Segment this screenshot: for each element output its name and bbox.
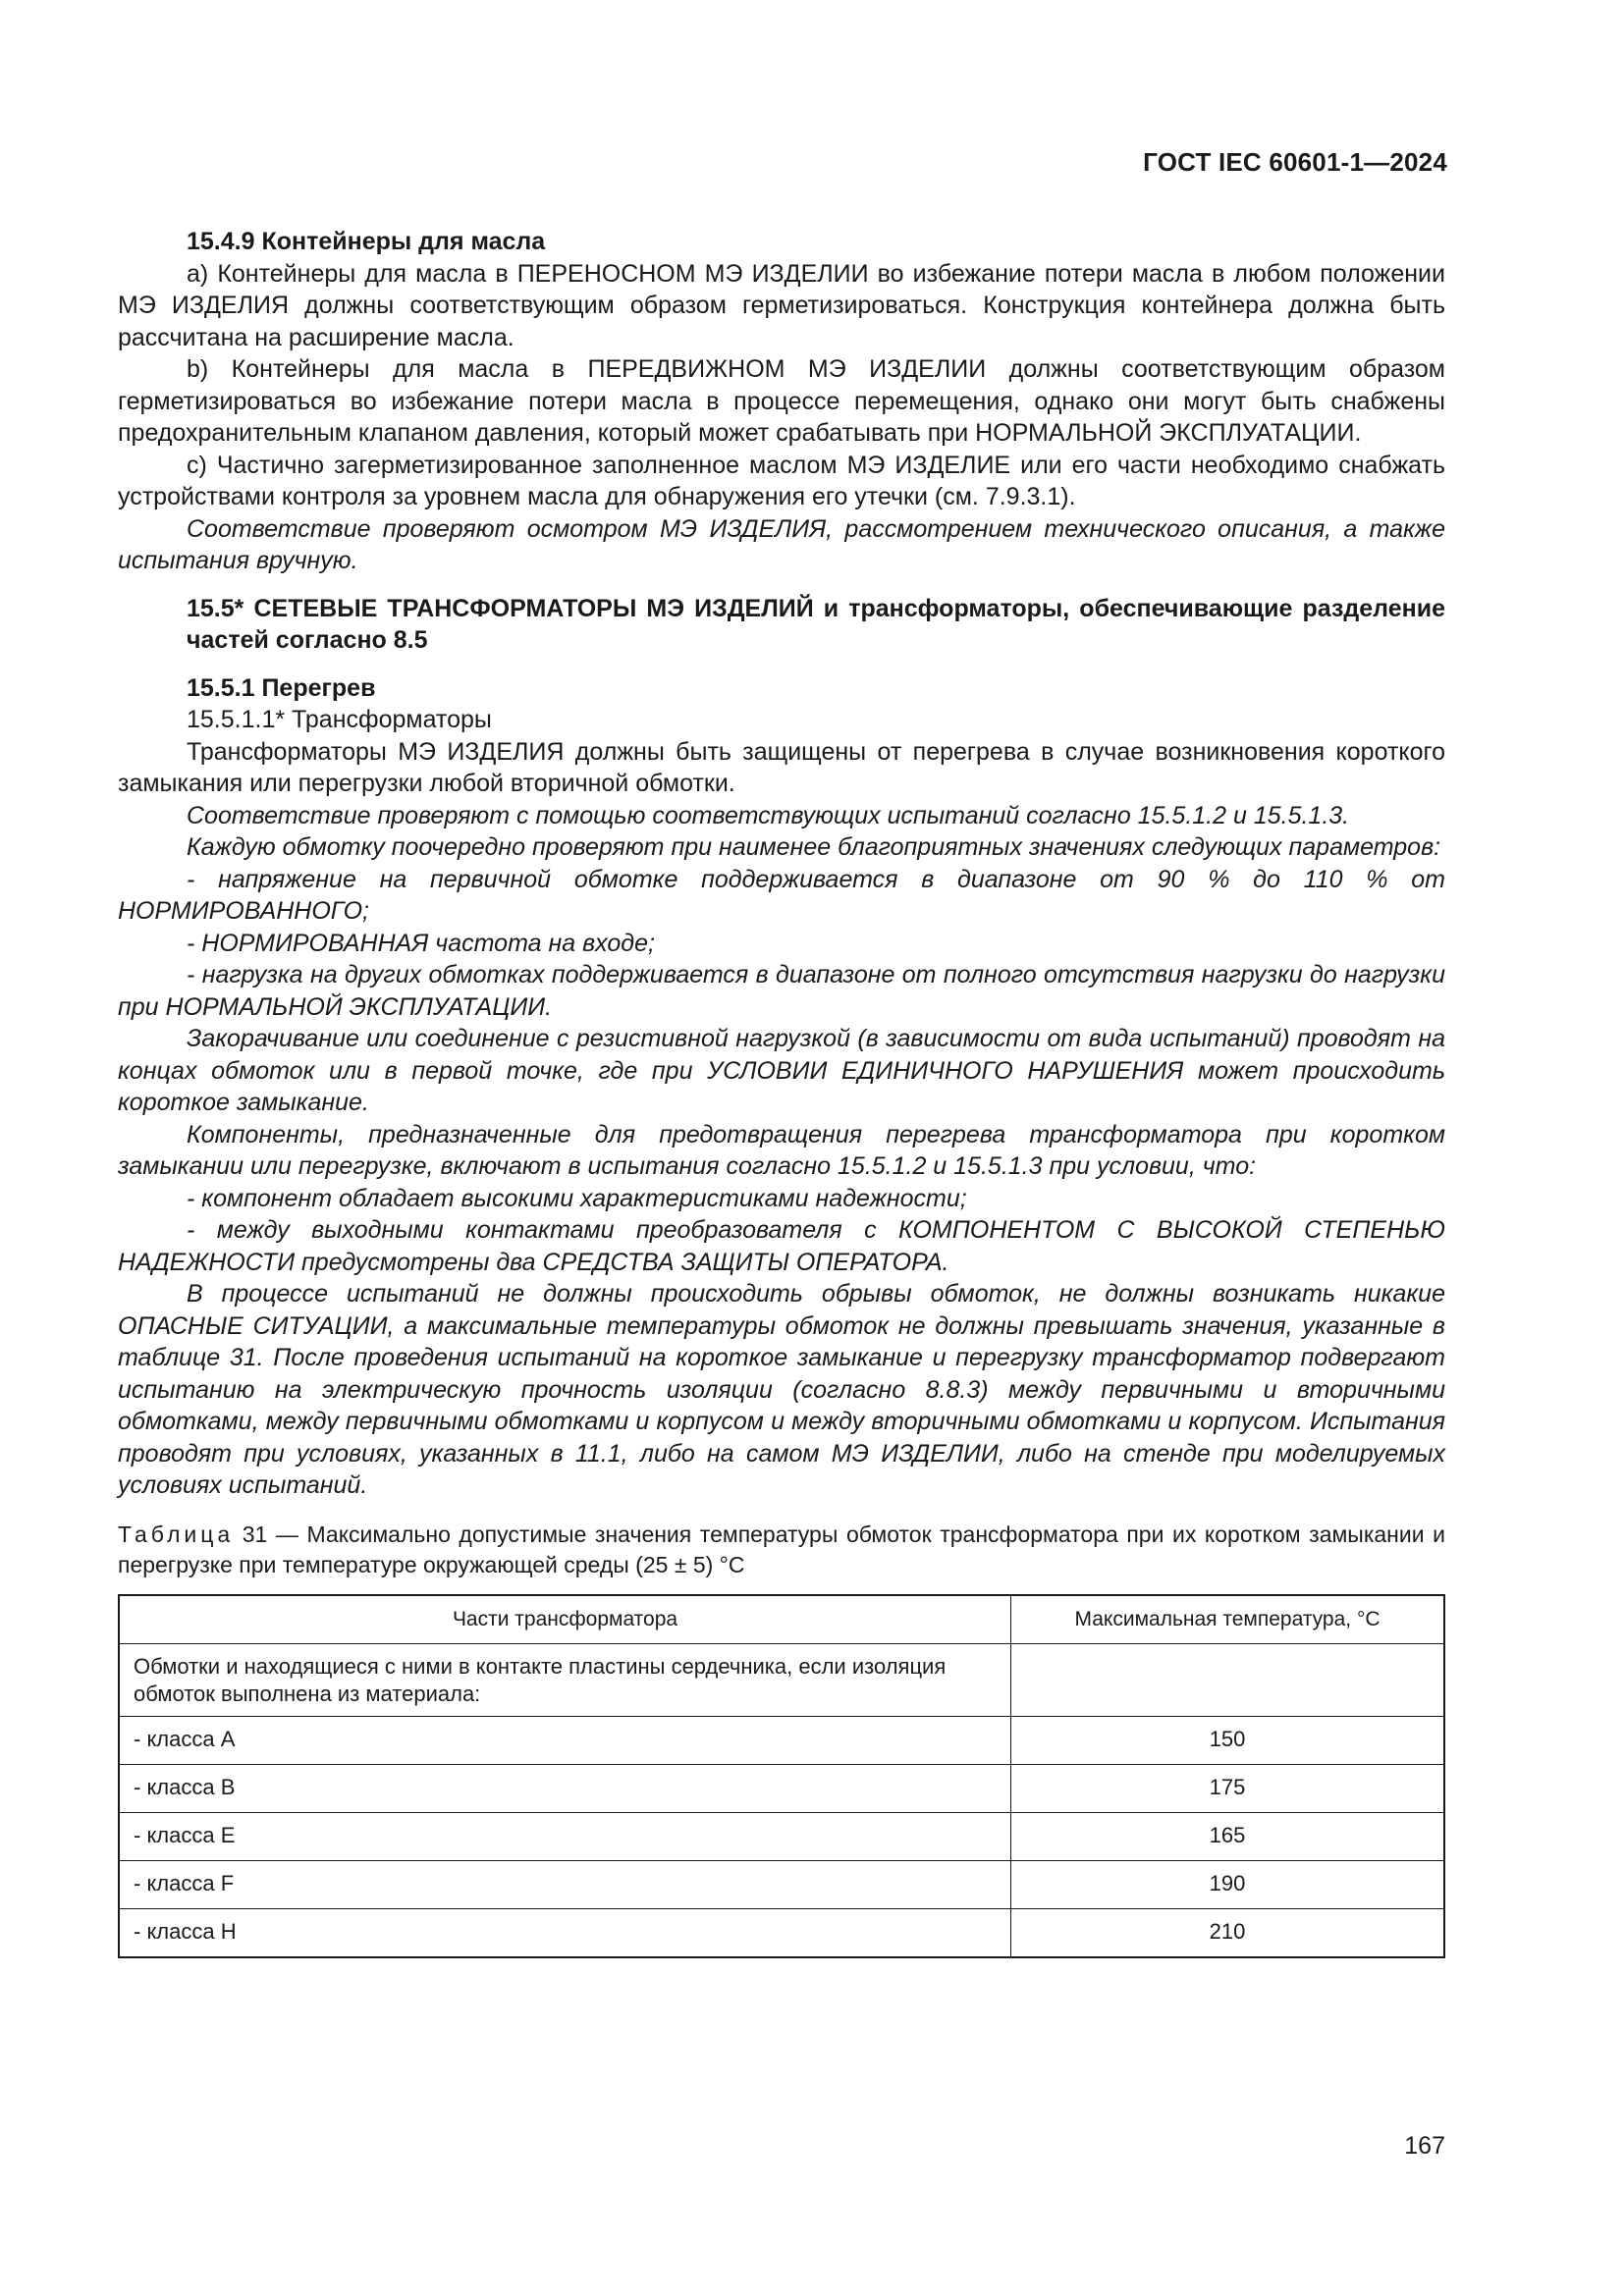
paragraph: Трансформаторы МЭ ИЗДЕЛИЯ должны быть защищены от перегрева в случае возникновения короткого замыкания или перегрузки любой вторичной обмотки.: [118, 737, 1445, 797]
page-number: 167: [1404, 2132, 1445, 2160]
table-caption-text: 31 — Максимально допустимые значения температуры обмоток трансформатора при их коротком замыкании и перегрузке при температуре окружающей среды (25 ± 5) °C: [118, 1521, 1445, 1577]
section-heading: 15.5* СЕТЕВЫЕ ТРАНСФОРМАТОРЫ МЭ ИЗДЕЛИЙ и трансформаторы, обеспечивающие разделение частей согласно 8.5: [187, 594, 1445, 654]
table-cell-temperature: 150: [1011, 1716, 1444, 1764]
paragraph: 15.5.1.1* Трансформаторы: [187, 706, 492, 733]
table-cell-class: - класса Н: [119, 1908, 1011, 1957]
table-cell-class: - класса В: [119, 1764, 1011, 1812]
table-row: [119, 1716, 1444, 1764]
table-header-row: [119, 1595, 1444, 1644]
table-group-row: [119, 1643, 1444, 1716]
document-header: ГОСТ IEC 60601-1—2024: [1143, 147, 1447, 177]
body-text: [118, 226, 1445, 1502]
paragraph: b) Контейнеры для масла в ПЕРЕДВИЖНОМ МЭ ИЗДЕЛИИ должны соответствующим образом герметизироваться во избежание потери масла в процессе перемещения, однако они могут быть снабжены предохранительным клапаном давления, который может срабатывать при НОРМАЛЬНОЙ ЭКСПЛУАТАЦИИ.: [118, 355, 1445, 447]
table-cell-temperature: 165: [1011, 1812, 1444, 1860]
paragraph: Компоненты, предназначенные для предотвращения перегрева трансформатора при коротком замыкании или перегрузке, включают в испытания согласно 15.5.1.2 и 15.5.1.3 при условии, что:: [118, 1120, 1445, 1180]
document-body: [118, 226, 1445, 1958]
table-row: [119, 1908, 1444, 1957]
paragraph: Соответствие проверяют с помощью соответствующих испытаний согласно 15.5.1.2 и 15.5.1.3.: [187, 801, 1350, 829]
table-group-value: [1011, 1643, 1444, 1716]
paragraph: - НОРМИРОВАННАЯ частота на входе;: [187, 929, 655, 957]
table-caption-label: Таблица: [118, 1521, 235, 1547]
table-cell-temperature: 210: [1011, 1908, 1444, 1957]
table-caption: [118, 1520, 1445, 1580]
paragraph: - нагрузка на других обмотках поддерживается в диапазоне от полного отсутствия нагрузки до нагрузки при НОРМАЛЬНОЙ ЭКСПЛУАТАЦИИ.: [118, 961, 1445, 1021]
paragraph: Соответствие проверяют осмотром МЭ ИЗДЕЛИЯ, рассмотрением технического описания, а также испытания вручную.: [118, 514, 1445, 574]
table-group-label: Обмотки и находящиеся с ними в контакте пластины сердечника, если изоляция обмоток выполнена из материала:: [119, 1643, 1011, 1716]
paragraph: Закорачивание или соединение с резистивной нагрузкой (в зависимости от вида испытаний) проводят на концах обмоток или в первой точке, где при УСЛОВИИ ЕДИНИЧНОГО НАРУШЕНИЯ может происходить короткое замыкание.: [118, 1025, 1445, 1116]
table-header-parts: Части трансформатора: [119, 1595, 1011, 1644]
section-heading: 15.4.9 Контейнеры для масла: [187, 228, 546, 255]
paragraph: - компонент обладает высокими характеристиками надежности;: [187, 1184, 967, 1212]
table-cell-class: - класса F: [119, 1860, 1011, 1908]
paragraph: с) Частично загерметизированное заполненное маслом МЭ ИЗДЕЛИЕ или его части необходимо снабжать устройствами контроля за уровнем масла для обнаружения его утечки (см. 7.9.3.1).: [118, 451, 1445, 510]
table-cell-class: - класса А: [119, 1716, 1011, 1764]
paragraph: а) Контейнеры для масла в ПЕРЕНОСНОМ МЭ ИЗДЕЛИИ во избежание потери масла в любом положении МЭ ИЗДЕЛИЯ должны соответствующим образом герметизироваться. Конструкция контейнера должна быть рассчитана на расширение масла.: [118, 259, 1445, 351]
table-cell-class: - класса Е: [119, 1812, 1011, 1860]
paragraph: - напряжение на первичной обмотке поддерживается в диапазоне от 90 % до 110 % от НОРМИРОВАННОГО;: [118, 865, 1445, 925]
paragraph: - между выходными контактами преобразователя с КОМПОНЕНТОМ С ВЫСОКОЙ СТЕПЕНЬЮ НАДЕЖНОСТИ предусмотрены два СРЕДСТВА ЗАЩИТЫ ОПЕРАТОРА.: [118, 1216, 1445, 1276]
section-heading: 15.5.1 Перегрев: [187, 673, 376, 702]
table-row: [119, 1860, 1444, 1908]
table-row: [119, 1812, 1444, 1860]
table-row: [119, 1764, 1444, 1812]
table-cell-temperature: 175: [1011, 1764, 1444, 1812]
temperature-table: [118, 1594, 1445, 1958]
table-header-max-temp: Максимальная температура, °C: [1011, 1595, 1444, 1644]
paragraph: Каждую обмотку поочередно проверяют при наименее благоприятных значениях следующих параметров:: [187, 833, 1441, 861]
paragraph: В процессе испытаний не должны происходить обрывы обмоток, не должны возникать никакие ОПАСНЫЕ СИТУАЦИИ, а максимальные температуры обмоток не должны превышать значения, указанные в таблице 31. После проведения испытаний на короткое замыкание и перегрузку трансформатор подвергают испытанию на электрическую прочность изоляции (согласно 8.8.3) между первичными и вторичными обмотками, между первичными обмотками и корпусом и между вторичными обмотками и корпусом. Испытания проводят при условиях, указанных в 11.1, либо на самом МЭ ИЗДЕЛИИ, либо на стенде при моделируемых условиях испытаний.: [118, 1280, 1445, 1499]
table-cell-temperature: 190: [1011, 1860, 1444, 1908]
